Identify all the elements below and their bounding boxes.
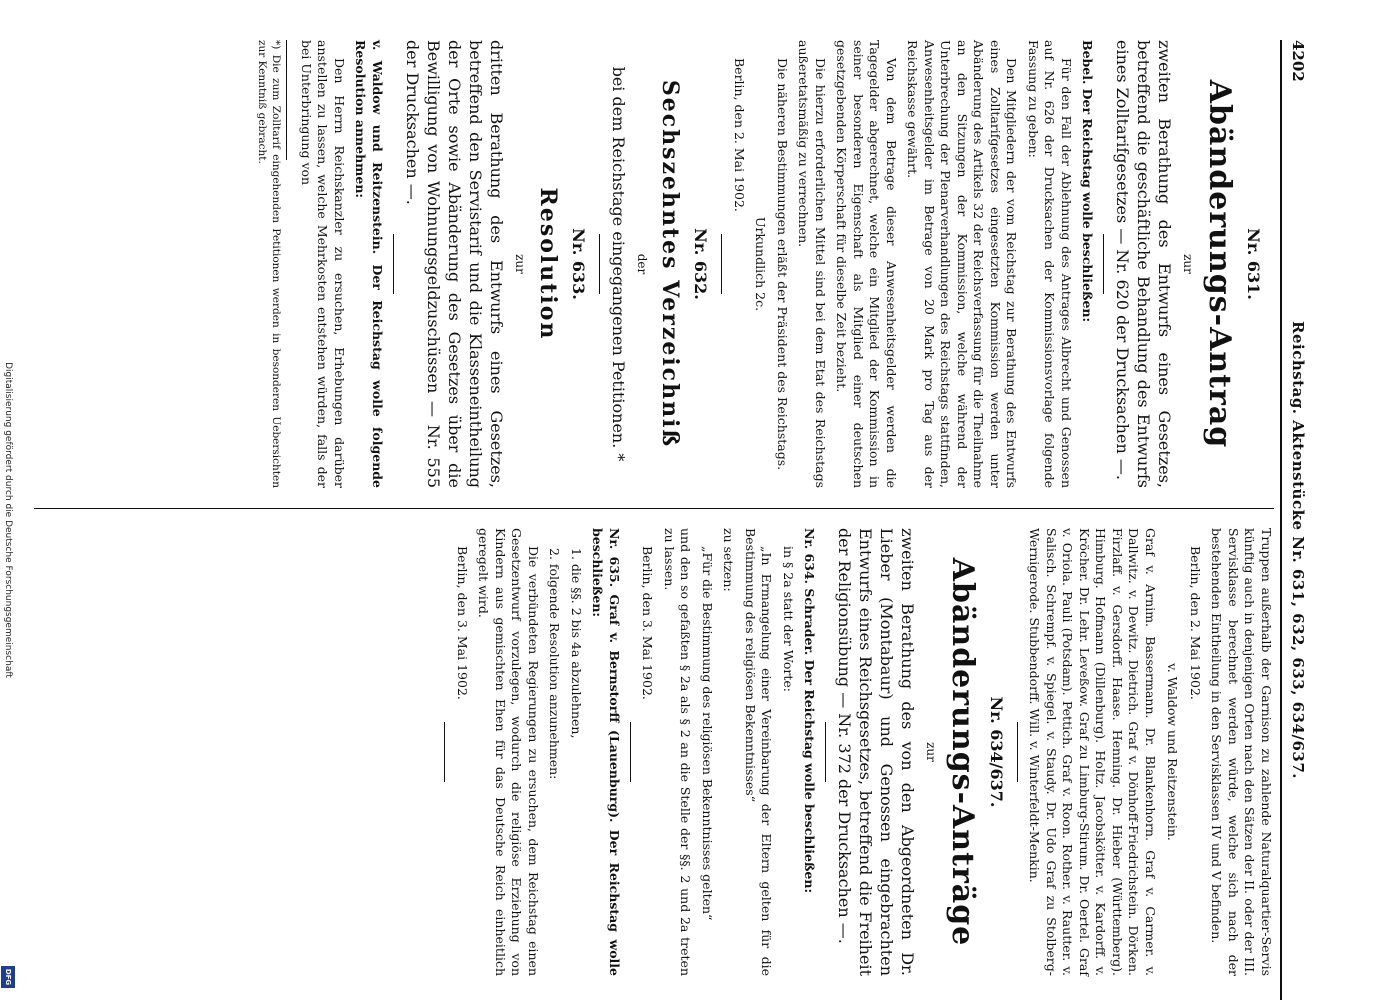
nr-632-heading: Nr. 632. [691, 228, 711, 300]
date-635: Berlin, den 3. Mai 1902. [454, 546, 470, 700]
bernstorff-intro: Nr. 635. Graf v. Bernstorff (Lauenburg). Der Reichstag wolle beschließen: [590, 528, 622, 976]
footnote-rule [286, 40, 287, 160]
waldow-text: Den Herrn Reichskanzler zu ersuchen, Erhebungen darüber anstellen zu lassen, welche Mehrkosten entstehen würden, falls der bei Unterbringung von [298, 40, 347, 488]
urkundlich: Urkundlich 2c. [753, 216, 769, 312]
left-column [10, 40, 1274, 488]
divider [1017, 722, 1018, 782]
digitization-note-text: Digitalisierung gefördert durch die Deutsche Forschungsgemeinschaft [3, 362, 14, 678]
bebel-paragraph-1: Den Mitgliedern der vom Reichstag zur Berathung des Entwurfs eines Zolltarifgesetzes eingesetzten Kommission werden unter Abänderung des Artikels 32 der Reichsverfassung für die Theilnahme an den Sitzungen der Kommission, welche während der Unterbrechung der Plenarverhandlungen des Reichstags stattfinden, Anwesenheitsgelder im Betrage von 20 Mark pro Tag aus der Reichskasse gewährt. [905, 40, 1020, 488]
page-number: 4202 [1289, 40, 1307, 82]
footnote: *) Die zum Zolltarif eingehenden Petitionen werden in besonderen Uebersichten zur Kenntniß gebracht. [256, 40, 283, 488]
nr-631-heading: Nr. 631. [1244, 228, 1263, 300]
title-631: Abänderungs-Antrag [1201, 79, 1237, 449]
subject-631: zweiten Berathung des Entwurfs eines Gesetzes, betreffend die geschäftliche Behandlung des Entwurfs eines Zolltarifgesetzes — Nr. 620 der Drucksachen —. [1113, 40, 1175, 488]
column-divider [34, 508, 1274, 509]
divider [721, 234, 722, 294]
zur-label: zur [1181, 254, 1196, 274]
resolution-text: Die verbündeten Regierungen zu ersuchen, dem Reichstag einen Gesetzentwurf vorzulegen, wodurch die religiöse Erziehung von Kindern aus gemischten Ehen für das Deutsche Reich einheitlich geregelt wird. [476, 528, 541, 976]
subject-633: dritten Berathung des Entwurfs eines Gesetzes, betreffend den Servistarif und die Klasseneintheilung der Orte sowie Abänderung des Gesetzes über die Bewilligung von Wohnungsgeldzuschüssen — Nr. 555 der Drucksachen —. [402, 40, 507, 488]
bebel-paragraph-2: Von dem Betrage dieser Anwesenheitsgelder werden die Tagegelder abgerechnet, welche ein Mitglied der Kommission in seiner besonderen Eigenschaft als Mitglied einer deutschen gesetzgebenden Körperschaft für dieselbe Zeit bezieht. [834, 40, 899, 488]
waldow-continuation: Truppen außerhalb der Garnison zu zahlende Naturalquartier-Servis künftig auch in denjenigen Orten nach den Sätzen der II. oder der III. Servisklasse berechnet werden würde, welche sich nach der bestehenden Eintheilung in den Servisklassen IV und V befinden. [1209, 528, 1274, 976]
right-column [10, 528, 1274, 976]
divider [393, 234, 394, 294]
zur-label-2: zur [512, 254, 527, 274]
schrader-intro: Nr. 634. Schrader. Der Reichstag wolle beschließen: [802, 528, 818, 894]
date-633: Berlin, den 2. Mai 1902. [1188, 546, 1203, 700]
bebel-paragraph-4: Die näheren Bestimmungen erläßt der Präsident des Reichstags. [774, 58, 790, 471]
running-head-title: Reichstag. Aktenstücke Nr. 631, 632, 633, 634/637. [1289, 320, 1307, 780]
bebel-intro: Bebel. Der Reichstag wolle beschließen: [1080, 40, 1096, 323]
schrader-quote-3: „Für die Bestimmung des religiösen Bekenntnisses gelten“ [699, 546, 715, 921]
schrader-quote-4: und den so gefaßten § 2a als § 2 an die Stelle der §§. 2 und 2a treten zu lassen. [661, 528, 694, 976]
list-item-2: 2. folgende Resolution anzunehmen: [547, 548, 563, 780]
divider [599, 234, 600, 294]
date-634: Berlin, den 3. Mai 1902. [640, 546, 656, 700]
divider [1103, 234, 1104, 294]
document-page [10, 40, 1310, 1000]
title-634: Abänderungs-Anträge [944, 557, 980, 947]
divider [825, 722, 826, 782]
title-632: Sechszehntes Verzeichniß [657, 79, 684, 449]
nr-633-heading: Nr. 633. [569, 228, 589, 300]
date-631: Berlin, den 2. Mai 1902. [731, 58, 747, 212]
schrader-quote-2: zu setzen: [721, 528, 737, 592]
zur-label-3: zur [924, 742, 939, 762]
divider [630, 722, 631, 782]
subject-632: bei dem Reichstage eingegangenen Petitionen. * [609, 66, 629, 462]
nr-634-heading: Nr. 634/637. [987, 696, 1006, 808]
dfg-logo [1, 966, 15, 988]
subject-634: zweiten Berathung des von den Abgeordneten Dr. Lieber (Montabaur) und Genossen eingebrachten Entwurfs eines Reichsgesetzes, betreffend die Freiheit der Religionsübung — Nr. 372 der Drucksachen —. [835, 528, 918, 976]
bebel-text: Für den Fall der Ablehnung des Antrages Albrecht und Genossen auf Nr. 626 der Drucksachen der Kommissionsvorlage folgende Fassung zu geben: [1025, 40, 1074, 488]
dfg-logo-text: DFG [4, 968, 12, 986]
header-rule [1280, 40, 1282, 1000]
list-item-1: 1. die §§. 2 bis 4a abzulehnen, [568, 548, 584, 739]
title-633: Resolution [534, 187, 561, 341]
signers-633: v. Waldow und Reitzenstein. [1165, 663, 1181, 841]
schrader-text: in § 2a statt der Worte: [780, 546, 796, 693]
bebel-paragraph-3: Die hierzu erforderlichen Mittel sind bei dem Etat des Reichstags außeretatsmäßig zu verrechnen. [796, 40, 828, 488]
bernstorff-list [546, 528, 584, 976]
running-head [1286, 40, 1310, 1000]
waldow-intro: v. Waldow und Reitzenstein. Der Reichstag wolle folgende Resolution annehmen: [353, 40, 385, 488]
digitization-note [1, 40, 15, 1000]
divider [444, 722, 445, 782]
signers-list: Graf v. Arnim. Bassermann. Dr. Blankenhorn. Graf v. Carmer. v. Dallwitz. v. Dewitz. Dietrich. Graf v. Dönhoff-Friedrichstein. Dörken. Firzlaff. v. Gersdorff. Haase. Henning. Dr. Hieber (Württemberg). Himburg. Hofmann (Dillenburg). Holtz. Jacobskötter. v. Kardorff. v. Kröcher. Dr. Lehr. Leveßow. Graf zu Limburg-Stirum. Dr. Oertel. Graf v. Oriola. Pauli (Potsdam). Pettich. Graf v. Roon. Rother. v. Rautter. v. Salisch. Schrempf. v. Spiegel. v. Staudy. Dr. Udo Graf zu Stolberg-Wernigerode. Stubbendorff. Will. v. Winterfeldt-Menkin. [1027, 528, 1158, 976]
der-label: der [635, 253, 649, 275]
schrader-quote-1: „In Ermangelung einer Vereinbarung der Eltern gelten für die Bestimmung des religiösen Bekenntnisses“ [742, 528, 775, 976]
